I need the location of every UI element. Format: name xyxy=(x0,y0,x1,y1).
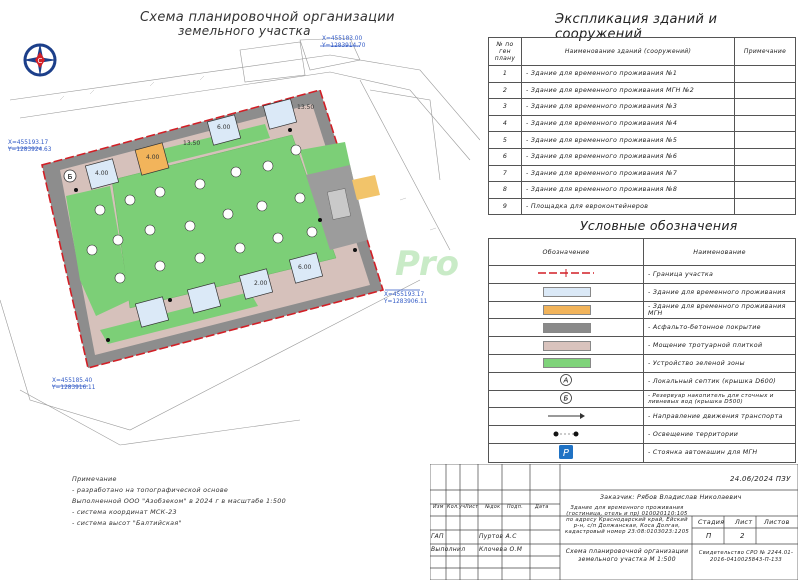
row-number: 9 xyxy=(489,198,522,215)
site-plan-drawing xyxy=(0,0,480,462)
row-note xyxy=(735,198,796,215)
legend-header-name: Наименование xyxy=(644,239,796,266)
customer: Заказчик: Рябов Владислав Николаевич xyxy=(600,494,742,501)
legend-symbol xyxy=(489,301,644,319)
legend-table xyxy=(488,238,796,463)
legend-row xyxy=(489,337,796,355)
col-header-number: № по ген плану xyxy=(489,38,522,66)
coord-y: Y=1283906.11 xyxy=(384,299,428,305)
person-gap: Пуртов А.С xyxy=(479,533,517,540)
row-number: 7 xyxy=(489,165,522,182)
legend-row xyxy=(489,390,796,408)
legend-swatch xyxy=(543,358,591,368)
explication-row xyxy=(489,82,796,99)
explication-row xyxy=(489,115,796,132)
row-number: 4 xyxy=(489,115,522,132)
row-number: 8 xyxy=(489,182,522,199)
col-header-name: Наименование зданий (сооружений) xyxy=(522,38,735,66)
area-number: 13.50 xyxy=(297,104,315,111)
stage-value: П xyxy=(706,532,712,540)
legend-label: - Резервуар накопитель для сточных и ливневых вод (крышка D500) xyxy=(644,390,796,408)
area-number: 6.00 xyxy=(217,124,231,131)
row-note xyxy=(735,82,796,99)
stamp-header: Дата xyxy=(535,505,549,510)
sheets-label: Листов xyxy=(764,518,790,526)
row-name: - Здание для временного проживания МГН №2 xyxy=(522,82,735,99)
note-line: - разработано на топографической основе xyxy=(72,486,229,494)
row-note xyxy=(735,66,796,83)
manhole-icon xyxy=(559,391,573,405)
legend-symbol xyxy=(489,372,644,390)
explication-row xyxy=(489,148,796,165)
stamp-header: Лист xyxy=(465,505,479,510)
legend-title: Условные обозначения xyxy=(580,218,738,233)
manhole-icon xyxy=(559,373,573,387)
legend-label: - Освещение территории xyxy=(644,426,796,444)
explication-row xyxy=(489,165,796,182)
legend-row xyxy=(489,443,796,462)
area-number: 4.00 xyxy=(146,154,160,161)
note-line: - система координат МСК-23 xyxy=(72,508,177,516)
area-number: 4.00 xyxy=(95,170,109,177)
parking-icon xyxy=(558,444,574,460)
explication-row xyxy=(489,132,796,149)
legend-row xyxy=(489,408,796,426)
svg-text:Б: Б xyxy=(67,173,73,181)
row-number: 5 xyxy=(489,132,522,149)
row-note xyxy=(735,99,796,116)
legend-row xyxy=(489,354,796,372)
legend-row xyxy=(489,319,796,337)
row-note xyxy=(735,182,796,199)
row-number: 2 xyxy=(489,82,522,99)
row-name: - Здание для временного проживания №6 xyxy=(522,148,735,165)
row-name: - Здание для временного проживания №8 xyxy=(522,182,735,199)
sheet-value: 2 xyxy=(740,532,745,540)
svg-text:Pro: Pro xyxy=(395,244,459,284)
legend-symbol xyxy=(489,266,644,284)
stamp-header: Подп. xyxy=(507,505,524,510)
legend-swatch xyxy=(543,341,591,351)
role-gap: ГАП xyxy=(431,533,444,540)
row-number: 6 xyxy=(489,148,522,165)
row-note xyxy=(735,115,796,132)
coord-label-w xyxy=(8,140,51,154)
legend-swatch xyxy=(543,305,591,315)
document-code: 24.06/2024 ПЗУ xyxy=(730,475,791,483)
note-title: Примечание xyxy=(72,475,117,483)
plan-subtitle: земельного участка xyxy=(178,24,311,38)
explication-row xyxy=(489,198,796,215)
legend-symbol xyxy=(489,354,644,372)
legend-swatch xyxy=(543,323,591,333)
svg-text:A: A xyxy=(563,376,569,385)
explication-title: Экспликация зданий и сооружений xyxy=(555,12,718,42)
legend-row xyxy=(489,266,796,284)
row-number: 3 xyxy=(489,99,522,116)
explication-row xyxy=(489,182,796,199)
row-name: - Здание для временного проживания №7 xyxy=(522,165,735,182)
legend-symbol xyxy=(489,337,644,355)
col-header-note: Примечание xyxy=(735,38,796,66)
explication-table xyxy=(488,37,796,215)
row-note xyxy=(735,148,796,165)
coord-x: X=455193.17 xyxy=(384,292,425,298)
row-name: - Здание для временного проживания №4 xyxy=(522,115,735,132)
row-note xyxy=(735,165,796,182)
lighting-icon xyxy=(551,429,581,439)
svg-text:P: P xyxy=(562,447,570,459)
row-number: 1 xyxy=(489,66,522,83)
explication-row xyxy=(489,66,796,83)
row-name: - Здание для временного проживания №1 xyxy=(522,66,735,83)
sro-certificate: Свидетельство СРО № 2244.01-2016-0410025843-П-133 xyxy=(698,550,794,563)
legend-row xyxy=(489,372,796,390)
legend-row xyxy=(489,283,796,301)
legend-label: - Стоянка автомашин для МГН xyxy=(644,443,796,462)
legend-label: - Здание для временного проживания xyxy=(644,283,796,301)
plan-title: Схема планировочной организации xyxy=(140,10,395,25)
legend-row xyxy=(489,301,796,319)
legend-symbol xyxy=(489,319,644,337)
row-name: - Площадка для еврокoнтейнеров xyxy=(522,198,735,215)
area-number: 13.50 xyxy=(183,140,201,147)
legend-label: - Здание для временного проживания МГН xyxy=(644,301,796,319)
legend-label: - Мощение тротуарной плиткой xyxy=(644,337,796,355)
coord-label-sw xyxy=(52,378,95,392)
legend-header-symbol: Обозначение xyxy=(489,239,644,266)
traffic-arrow-icon xyxy=(546,411,586,421)
svg-text:Б: Б xyxy=(563,394,569,403)
coord-x: X=455185.40 xyxy=(52,378,93,384)
legend-row xyxy=(489,426,796,444)
legend-symbol xyxy=(489,443,644,462)
svg-text:C: C xyxy=(37,57,43,65)
area-number: 2.00 xyxy=(254,280,268,287)
legend-symbol xyxy=(489,390,644,408)
coord-label-se xyxy=(384,292,427,306)
coord-y: Y=1283916.11 xyxy=(52,385,96,391)
role-executor: Выполнил xyxy=(431,546,466,553)
note-block xyxy=(72,474,286,529)
legend-label: - Направление движения транспорта xyxy=(644,408,796,426)
coord-label-ne xyxy=(322,36,365,50)
sheet-title: Схема планировочной организации земельного участка М 1:500 xyxy=(565,548,689,563)
explication-row xyxy=(489,99,796,116)
sheet-label: Лист xyxy=(735,518,753,526)
legend-label: - Асфальто-бетонное покрытие xyxy=(644,319,796,337)
legend-swatch xyxy=(543,287,591,297)
stamp-header: Кол.уч xyxy=(447,505,466,510)
boundary-line-icon xyxy=(536,268,596,278)
legend-label: - Граница участка xyxy=(644,266,796,284)
stage-label: Стадия xyxy=(698,518,725,526)
row-note xyxy=(735,132,796,149)
legend-symbol xyxy=(489,408,644,426)
coord-y: Y=1283924.63 xyxy=(8,147,52,153)
legend-symbol xyxy=(489,426,644,444)
coord-x: X=455193.17 xyxy=(8,140,49,146)
person-executor: Клочева О.М xyxy=(479,546,523,553)
legend-symbol xyxy=(489,283,644,301)
stamp-header: Изм xyxy=(433,505,444,510)
stamp-header: №док xyxy=(485,505,501,510)
row-name: - Здание для временного проживания №3 xyxy=(522,99,735,116)
object-description: Здание для временного проживания (гостиница, отель и пр) 010020110:105 по адресу Краснодарский край, Ейский р-н, с/п Должанская, Коса Долгая, кадастровый номер 23:08:0103023:1205 xyxy=(564,505,690,535)
row-name: - Здание для временного проживания №5 xyxy=(522,132,735,149)
area-number: 6.00 xyxy=(298,264,312,271)
coord-y: Y=1283914.70 xyxy=(322,43,366,49)
note-line: - система высот "Балтийская" xyxy=(72,519,182,527)
note-line: Выполненной ООО "Азобзеком" в 2024 г в масштабе 1:500 xyxy=(72,497,286,505)
legend-label: - Устройство зеленой зоны xyxy=(644,354,796,372)
coord-x: X=455183.00 xyxy=(322,36,363,42)
legend-label: - Локальный септик (крышка D600) xyxy=(644,372,796,390)
